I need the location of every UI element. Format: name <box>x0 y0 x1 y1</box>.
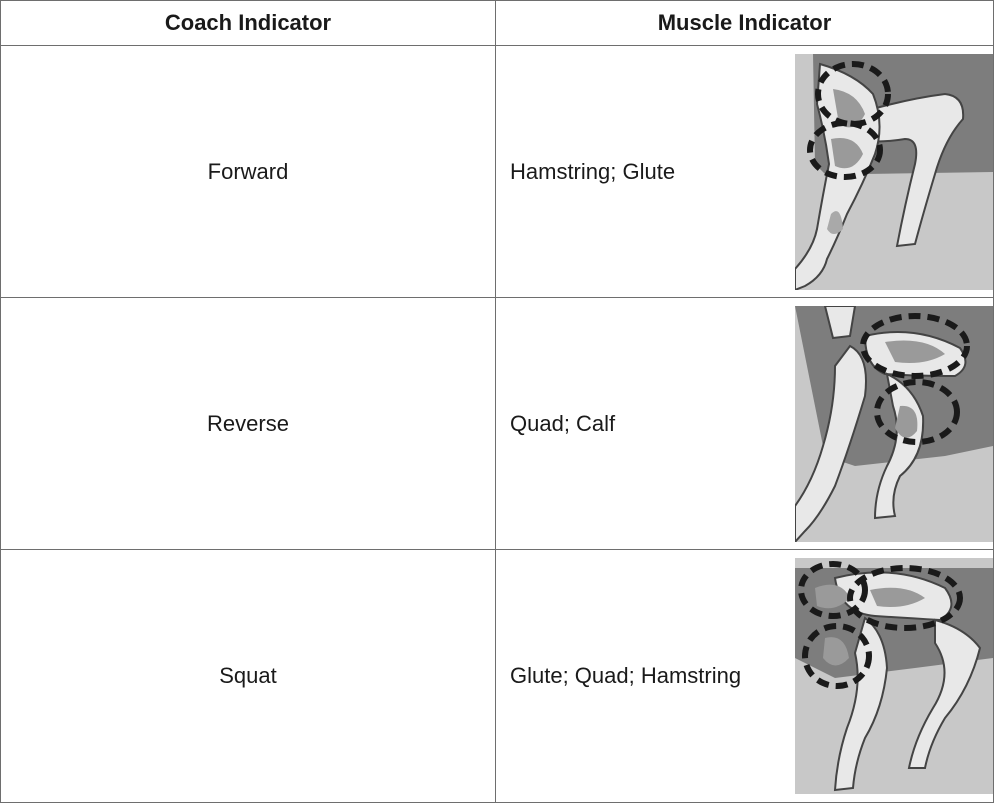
header-muscle-indicator: Muscle Indicator <box>496 1 994 46</box>
leg-muscle-reverse-icon <box>795 306 993 542</box>
muscle-indicator-cell <box>496 550 994 803</box>
coach-indicator-cell: Squat <box>1 550 496 803</box>
header-row <box>1 1 994 46</box>
leg-muscle-forward-icon <box>795 54 993 290</box>
table-row <box>1 46 994 298</box>
leg-muscle-squat-icon <box>795 558 993 794</box>
coach-indicator-cell: Forward <box>1 46 496 298</box>
muscle-list: Quad; Calf <box>510 410 616 436</box>
header-coach-indicator: Coach Indicator <box>1 1 496 46</box>
muscle-list: Hamstring; Glute <box>510 158 676 184</box>
table-row <box>1 298 994 550</box>
muscle-indicator-cell <box>496 298 994 550</box>
coach-indicator-cell: Reverse <box>1 298 496 550</box>
muscle-list: Glute; Quad; Hamstring <box>510 663 742 688</box>
table-row <box>1 550 994 803</box>
muscle-indicator-cell <box>496 46 994 298</box>
